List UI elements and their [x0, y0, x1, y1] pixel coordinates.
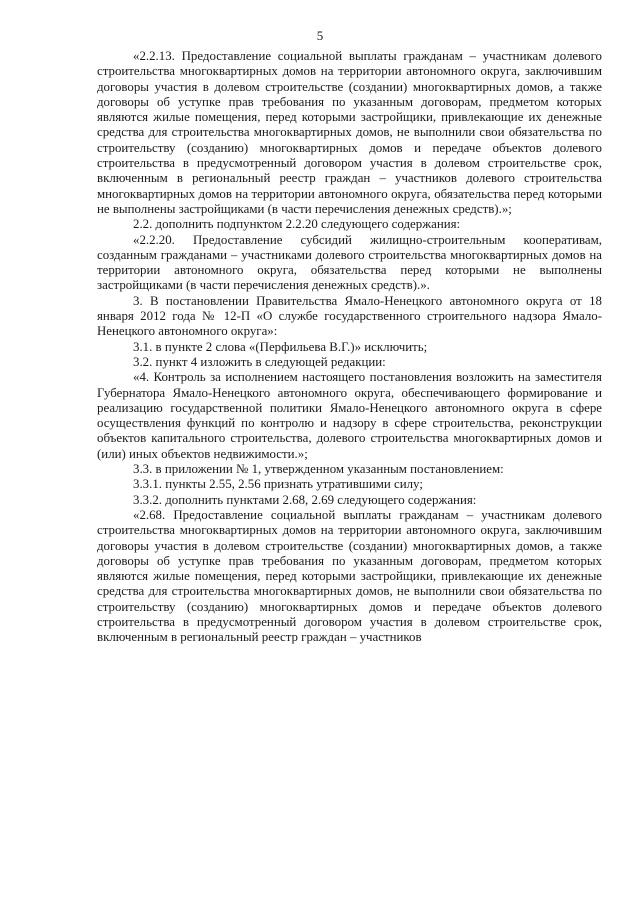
- paragraph-2-68: «2.68. Предоставление социальной выплаты гражданам – участникам долевого строительства многоквартирных домов на территории автономного округа, заключившим договоры участия в долевом строительстве (создании) многоквартирных домов, а также договоры об уступке прав требования по указанным договорам, предметом которых являются жилые помещения, перед которыми застройщики, привлекающие их денежные средства для строительства многоквартирных домов, не выполнили свои обязательства по строительству (созданию) многоквартирных домов и передаче объектов долевого строительства в предусмотренный договором участия в долевом строительстве срок, включенным в региональный реестр граждан – участников: [97, 507, 602, 645]
- paragraph-3-2: 3.2. пункт 4 изложить в следующей редакции:: [133, 354, 386, 369]
- document-body: [97, 49, 602, 646]
- paragraph-2-2-20: «2.2.20. Предоставление субсидий жилищно-строительным кооперативам, созданным гражданами – участниками долевого строительства многоквартирных домов на территории автономного округа, обязательства перед которыми не выполнены застройщиками (в части перечисления денежных средств).».: [97, 232, 602, 293]
- paragraph-2-2: 2.2. дополнить подпунктом 2.2.20 следующего содержания:: [133, 217, 461, 232]
- paragraph-3-3: 3.3. в приложении № 1, утвержденном указанным постановлением:: [133, 462, 504, 477]
- paragraph-3-3-2: 3.3.2. дополнить пунктами 2.68, 2.69 следующего содержания:: [133, 492, 477, 507]
- paragraph-3-1: 3.1. в пункте 2 слова «(Перфильева В.Г.)» исключить;: [133, 339, 428, 354]
- paragraph-4: «4. Контроль за исполнением настоящего постановления возложить на заместителя Губернатора Ямало-Ненецкого автономного округа, обеспечивающего формирование и реализацию государственной политики Ямало-Ненецкого автономного округа в сфере осуществления функций по контролю и надзору в сфере строительства, реконструкции объектов капитального строительства, долевого строительства многоквартирных домов и (или) иных объектов недвижимости.»;: [97, 370, 602, 461]
- paragraph-3: 3. В постановлении Правительства Ямало-Ненецкого автономного округа от 18 января 2012 года № 12-П «О службе государственного строительного надзора Ямало-Ненецкого автономного округа»:: [97, 293, 602, 339]
- page-number: 5: [316, 28, 324, 43]
- paragraph-2-2-13: «2.2.13. Предоставление социальной выплаты гражданам – участникам долевого строительства многоквартирных домов на территории автономного округа, заключившим договоры участия в долевом строительстве (создании) многоквартирных домов, а также договоры об уступке прав требования по указанным договорам, предметом которых являются жилые помещения, перед которыми застройщики, привлекающие их денежные средства для строительства многоквартирных домов, не выполнили свои обязательства по строительству (созданию) многоквартирных домов и передаче объектов долевого строительства в предусмотренный договором участия в долевом строительстве срок, включенным в региональный реестр граждан – участников долевого строительства многоквартирных домов на территории автономного округа, обязательства перед которыми не выполнены застройщиками (в части перечисления денежных средств).»;: [97, 49, 602, 216]
- paragraph-3-3-1: 3.3.1. пункты 2.55, 2.56 признать утратившими силу;: [133, 477, 423, 492]
